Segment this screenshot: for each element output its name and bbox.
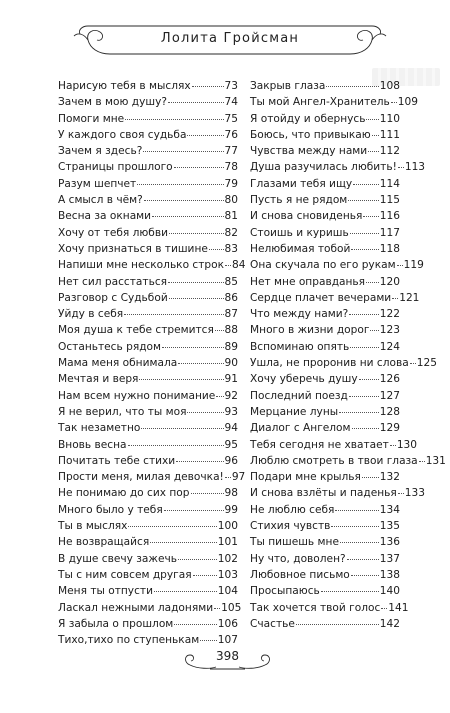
toc-entry	[58, 567, 238, 583]
toc-entry-title: Сердце плачет вечерами	[250, 291, 392, 304]
toc-entry	[58, 355, 238, 371]
toc-dot-leader	[326, 86, 378, 87]
toc-entry	[250, 274, 400, 290]
toc-dot-leader	[381, 608, 387, 609]
toc-entry	[58, 322, 238, 338]
toc-entry-title: Зачем в мою душу?	[58, 96, 167, 109]
toc-entry-page: 113	[404, 161, 426, 174]
toc-entry	[250, 371, 400, 387]
toc-entry-title: Моя душа к тебе стремится	[58, 324, 214, 337]
toc-entry-title: Мама меня обнимала	[58, 357, 178, 370]
toc-dot-leader	[350, 347, 378, 348]
toc-entry	[250, 290, 420, 306]
toc-dot-leader	[353, 184, 379, 185]
toc-entry-page: 105	[221, 601, 242, 614]
toc-dot-leader	[390, 445, 396, 446]
toc-entry	[58, 502, 238, 518]
toc-entry	[58, 257, 246, 273]
toc-entry-page: 80	[224, 194, 238, 207]
toc-entry-title: Нет сил расстаться	[58, 275, 168, 288]
toc-entry-title: Она скучала по его рукам	[250, 259, 396, 272]
toc-entry-title: Разум шепчет	[58, 177, 137, 190]
toc-entry	[58, 127, 238, 143]
toc-entry-page: 117	[379, 226, 400, 239]
toc-entry-title: Останьтесь рядом	[58, 340, 162, 353]
toc-entry	[250, 583, 400, 599]
toc-entry	[250, 616, 400, 632]
toc-entry	[250, 404, 400, 420]
toc-entry-page: 108	[379, 80, 400, 92]
toc-entry-page: 103	[217, 568, 238, 581]
toc-entry-page: 131	[425, 454, 446, 467]
toc-entry-title: Прости меня, милая девочка!	[58, 471, 224, 484]
toc-entry-title: И снова сновиденья	[250, 210, 363, 223]
toc-entry-title: Вновь весна	[58, 438, 127, 451]
toc-entry	[58, 225, 238, 241]
toc-entry-page: 138	[379, 568, 400, 581]
toc-entry-page: 119	[403, 259, 424, 272]
toc-dot-leader	[193, 575, 217, 576]
toc-entry-page: 132	[379, 471, 400, 484]
toc-entry-title: Стихия чувств	[250, 520, 331, 533]
toc-dot-leader	[178, 363, 223, 364]
toc-dot-leader	[366, 119, 378, 120]
toc-entry-title: Любовное письмо	[250, 568, 350, 581]
toc-entry-page: 127	[379, 389, 400, 402]
toc-entry-page: 89	[224, 340, 238, 353]
toc-dot-leader	[392, 298, 398, 299]
toc-entry-page: 129	[379, 422, 400, 435]
toc-entry	[250, 600, 409, 616]
toc-entry-title: И снова взлёты и паденья	[250, 487, 397, 500]
toc-entry-title: У каждого своя судьба	[58, 128, 187, 141]
toc-dot-leader	[139, 379, 223, 380]
toc-entry-title: Так хочется твой голос	[250, 601, 381, 614]
toc-dot-leader	[169, 233, 224, 234]
toc-entry	[58, 371, 238, 387]
toc-dot-leader	[141, 428, 223, 429]
toc-entry-page: 85	[224, 275, 238, 288]
toc-dot-leader	[174, 167, 224, 168]
toc-entry-page: 136	[379, 536, 400, 549]
toc-entry	[58, 78, 238, 94]
toc-entry	[250, 322, 400, 338]
toc-entry-page: 87	[224, 308, 238, 321]
toc-dot-leader	[216, 396, 223, 397]
toc-entry-title: Нет мне оправданья	[250, 275, 366, 288]
toc-entry	[58, 241, 238, 257]
toc-entry-title: Нам всем нужно понимание	[58, 389, 216, 402]
toc-entry-page: 77	[224, 145, 238, 158]
toc-entry	[250, 143, 400, 159]
toc-dot-leader	[124, 314, 223, 315]
toc-entry	[250, 176, 400, 192]
toc-entry-title: Тихо,тихо по ступенькам	[58, 634, 200, 647]
toc-entry-page: 109	[397, 96, 419, 109]
toc-entry-title: Зачем я здесь?	[58, 145, 143, 158]
toc-dot-leader	[192, 86, 224, 87]
toc-entry-title: Мерцание луны	[250, 405, 339, 418]
toc-entry	[58, 192, 238, 208]
toc-entry-page: 114	[379, 177, 400, 190]
toc-entry-title: Душа разучилась любить!	[250, 161, 397, 174]
toc-entry-page: 82	[224, 226, 238, 239]
toc-dot-leader	[363, 216, 378, 217]
toc-dot-leader	[225, 477, 231, 478]
toc-entry	[58, 290, 238, 306]
toc-dot-leader	[169, 298, 224, 299]
toc-entry-title: Я забыла о прошлом	[58, 617, 174, 630]
toc-dot-leader	[397, 265, 403, 266]
toc-entry-page: 99	[224, 503, 238, 516]
toc-entry	[250, 241, 400, 257]
toc-entry	[58, 600, 242, 616]
toc-entry-page: 104	[217, 585, 238, 598]
toc-entry-page: 84	[232, 259, 246, 272]
toc-entry-title: Ты в мыслях	[58, 520, 128, 533]
toc-entry-title: Весна за окнами	[58, 210, 152, 223]
toc-entry-page: 120	[379, 275, 400, 288]
toc-dot-leader	[359, 379, 379, 380]
toc-entry	[58, 176, 238, 192]
toc-dot-leader	[176, 461, 223, 462]
toc-entry	[58, 404, 238, 420]
toc-entry-page: 115	[379, 194, 400, 207]
page-number: 398	[216, 649, 239, 663]
toc-entry-title: В душе свечу зажечь	[58, 552, 177, 565]
toc-dot-leader	[362, 477, 379, 478]
toc-dot-leader	[187, 135, 223, 136]
toc-entry	[58, 339, 238, 355]
toc-entry-title: Ты с ним совсем другая	[58, 568, 192, 581]
toc-entry	[58, 420, 238, 436]
toc-entry-page: 112	[379, 145, 400, 158]
toc-entry	[250, 437, 418, 453]
toc-dot-leader	[321, 591, 379, 592]
toc-entry-title: Не понимаю до сих пор	[58, 487, 190, 500]
toc-entry-page: 79	[224, 177, 238, 190]
toc-entry-page: 124	[379, 340, 400, 353]
toc-dot-leader	[162, 347, 224, 348]
toc-entry	[58, 485, 238, 501]
toc-entry-page: 126	[379, 373, 400, 386]
toc-entry	[250, 111, 400, 127]
toc-entry-title: Я отойду и обернусь	[250, 112, 366, 125]
running-header	[70, 18, 390, 62]
page-footer	[180, 645, 275, 675]
toc-entry-page: 74	[224, 96, 238, 109]
toc-entry-title: Страницы прошлого	[58, 161, 173, 174]
toc-entry-page: 101	[217, 536, 238, 549]
toc-dot-leader	[128, 526, 216, 527]
toc-entry	[250, 420, 400, 436]
toc-dot-leader	[398, 167, 404, 168]
toc-entry-title: Хочу уберечь душу	[250, 373, 358, 386]
toc-dot-leader	[350, 233, 379, 234]
toc-entry	[58, 159, 238, 175]
toc-entry	[250, 225, 400, 241]
toc-dot-leader	[209, 249, 224, 250]
toc-entry	[250, 534, 400, 550]
toc-entry	[250, 192, 400, 208]
toc-entry-title: Нелюбимая тобой	[250, 242, 351, 255]
toc-dot-leader	[366, 282, 379, 283]
toc-entry	[250, 78, 400, 94]
toc-entry-title: Меня ты отпусти	[58, 585, 153, 598]
toc-entry	[58, 518, 238, 534]
toc-entry-title: Люблю смотреть в твои глаза	[250, 454, 418, 467]
toc-entry	[250, 502, 400, 518]
toc-entry-title: Чувства между нами	[250, 145, 368, 158]
toc-entry-page: 98	[224, 487, 238, 500]
toc-entry	[250, 355, 437, 371]
toc-entry-title: Разговор с Судьбой	[58, 291, 168, 304]
toc-dot-leader	[215, 330, 224, 331]
toc-entry	[250, 469, 400, 485]
toc-entry-page: 81	[224, 210, 238, 223]
toc-dot-leader	[128, 445, 224, 446]
toc-entry	[58, 534, 238, 550]
toc-dot-leader	[331, 526, 378, 527]
toc-dot-leader	[370, 330, 378, 331]
toc-dot-leader	[339, 412, 379, 413]
toc-dot-leader	[125, 119, 223, 120]
toc-entry-title: Ну что, доволен?	[250, 552, 346, 565]
toc-dot-leader	[191, 493, 224, 494]
toc-entry-page: 102	[217, 552, 238, 565]
toc-dot-leader	[410, 363, 416, 364]
toc-dot-leader	[351, 575, 379, 576]
toc-entry	[250, 551, 400, 567]
toc-entry	[58, 143, 238, 159]
toc-entry	[58, 551, 238, 567]
toc-entry	[58, 94, 238, 110]
toc-dot-leader	[174, 624, 216, 625]
toc-entry	[58, 437, 238, 453]
toc-dot-leader	[168, 282, 224, 283]
toc-dot-leader	[200, 640, 217, 641]
toc-entry-page: 116	[379, 210, 400, 223]
toc-entry	[58, 306, 238, 322]
toc-entry	[250, 485, 425, 501]
toc-entry	[250, 208, 400, 224]
toc-dot-leader	[349, 396, 379, 397]
toc-entry-page: 122	[379, 308, 400, 321]
toc-dot-leader	[164, 510, 224, 511]
toc-entry	[250, 339, 400, 355]
toc-entry-title: Тебя сегодня не хватает	[250, 438, 389, 451]
toc-dot-leader	[144, 200, 224, 201]
toc-dot-leader	[137, 184, 223, 185]
toc-entry-page: 134	[379, 503, 400, 516]
toc-entry	[250, 127, 400, 143]
toc-dot-leader	[372, 135, 379, 136]
toc-entry-title: Хочу от тебя любви	[58, 226, 168, 239]
toc-dot-leader	[150, 542, 217, 543]
toc-entry-page: 76	[224, 128, 238, 141]
toc-dot-leader	[391, 102, 397, 103]
toc-dot-leader	[352, 428, 379, 429]
toc-entry-title: Подари мне крылья	[250, 471, 361, 484]
toc-entry	[58, 616, 238, 632]
toc-entry-page: 111	[379, 128, 400, 141]
toc-entry-page: 93	[224, 405, 238, 418]
toc-entry-title: Просыпаюсь	[250, 585, 320, 598]
toc-dot-leader	[187, 412, 223, 413]
toc-entry-title: Помоги мне	[58, 112, 125, 125]
toc-entry-page: 141	[388, 601, 409, 614]
toc-entry-page: 107	[217, 634, 238, 647]
toc-dot-leader	[214, 608, 220, 609]
toc-entry-page: 106	[217, 617, 238, 630]
toc-entry-page: 83	[224, 242, 238, 255]
toc-dot-leader	[152, 216, 223, 217]
toc-entry-page: 121	[399, 291, 420, 304]
toc-dot-leader	[347, 559, 379, 560]
toc-dot-leader	[419, 461, 425, 462]
toc-entry-page: 75	[224, 112, 238, 125]
toc-entry-title: Пусть я не рядом	[250, 194, 348, 207]
toc-entry-title: Боюсь, что привыкаю	[250, 128, 371, 141]
toc-entry-page: 135	[379, 520, 400, 533]
toc-column-left	[58, 78, 246, 648]
toc-entry-title: Вспоминаю опять	[250, 340, 350, 353]
toc-entry	[250, 453, 446, 469]
header-author-name: Лолита Гройсман	[160, 31, 300, 46]
toc-dot-leader	[143, 151, 223, 152]
toc-entry-title: А смысл в чём?	[58, 194, 143, 207]
toc-entry-page: 96	[224, 454, 238, 467]
toc-dot-leader	[296, 624, 379, 625]
toc-entry-page: 123	[379, 324, 400, 337]
toc-dot-leader	[348, 200, 378, 201]
toc-entry-page: 140	[379, 585, 400, 598]
toc-entry-title: Стоишь и куришь	[250, 226, 349, 239]
toc-entry-title: Много в жизни дорог	[250, 324, 370, 337]
toc-entry-page: 125	[416, 357, 437, 370]
toc-entry-title: Глазами тебя ищу	[250, 177, 353, 190]
toc-entry-page: 95	[224, 438, 238, 451]
toc-entry-title: Мечтая и веря	[58, 373, 139, 386]
toc-dot-leader	[340, 542, 379, 543]
toc-entry	[250, 567, 400, 583]
toc-entry-title: Хочу признаться в тишине	[58, 242, 208, 255]
toc-entry-title: Ты пишешь мне	[250, 536, 339, 549]
toc-entry	[250, 518, 400, 534]
toc-entry-title: Почитать тебе стихи	[58, 454, 176, 467]
toc-entry-page: 130	[396, 438, 418, 451]
toc-dot-leader	[398, 493, 404, 494]
toc-entry-page: 133	[404, 487, 425, 500]
toc-entry-page: 128	[379, 405, 400, 418]
toc-entry	[58, 208, 238, 224]
toc-entry-page: 118	[379, 242, 400, 255]
toc-entry-page: 92	[224, 389, 238, 402]
toc-entry-title: Много было у тебя	[58, 503, 163, 516]
toc-entry-page: 78	[224, 161, 238, 174]
toc-entry-page: 97	[231, 471, 246, 484]
toc-entry-page: 86	[224, 291, 238, 304]
toc-entry-page: 91	[224, 373, 238, 386]
toc-entry-page: 73	[224, 80, 238, 92]
toc-entry	[58, 274, 238, 290]
toc-dot-leader	[225, 265, 231, 266]
toc-entry-title: Напиши мне несколько строк	[58, 259, 225, 272]
toc-entry-title: Что между нами?	[250, 308, 349, 321]
toc-entry-title: Ласкал нежными ладонями	[58, 601, 214, 614]
toc-entry-title: Последний поезд	[250, 389, 348, 402]
toc-entry-page: 100	[217, 520, 238, 533]
toc-dot-leader	[168, 102, 224, 103]
toc-entry-title: Ты мой Ангел-Хранитель	[250, 96, 390, 109]
toc-entry	[250, 94, 419, 110]
toc-entry	[250, 257, 424, 273]
toc-entry	[250, 388, 400, 404]
toc-dot-leader	[178, 559, 217, 560]
toc-entry	[250, 159, 426, 175]
toc-entry	[58, 583, 238, 599]
toc-entry	[58, 453, 238, 469]
toc-entry-title: Закрыв глаза	[250, 80, 326, 92]
toc-entry	[58, 388, 238, 404]
toc-dot-leader	[154, 591, 217, 592]
toc-entry-title: Диалог с Ангелом	[250, 422, 351, 435]
toc-entry-page: 142	[379, 617, 400, 630]
toc-entry	[58, 111, 238, 127]
toc-entry-page: 110	[379, 112, 400, 125]
toc-dot-leader	[368, 151, 379, 152]
toc-entry-page: 137	[379, 552, 400, 565]
toc-entry-title: Ушла, не проронив ни слова	[250, 357, 409, 370]
toc-entry-title: Счастье	[250, 617, 295, 630]
toc-entry-page: 94	[224, 422, 238, 435]
toc-entry-title: Не возвращайся	[58, 536, 150, 549]
toc-entry-title: Так незаметно	[58, 422, 141, 435]
toc-column-right	[250, 78, 446, 632]
toc-dot-leader	[349, 314, 379, 315]
toc-entry	[250, 306, 400, 322]
toc-entry-title: Уйду в себя	[58, 308, 124, 321]
toc-entry	[58, 469, 246, 485]
toc-entry-title: Я не верил, что ты моя	[58, 405, 187, 418]
toc-dot-leader	[335, 510, 378, 511]
toc-dot-leader	[351, 249, 378, 250]
toc-entry-title: Нарисую тебя в мыслях	[58, 80, 191, 92]
toc-entry-title: Не люблю себя	[250, 503, 335, 516]
toc-entry-page: 88	[224, 324, 238, 337]
toc-entry-page: 90	[224, 357, 238, 370]
